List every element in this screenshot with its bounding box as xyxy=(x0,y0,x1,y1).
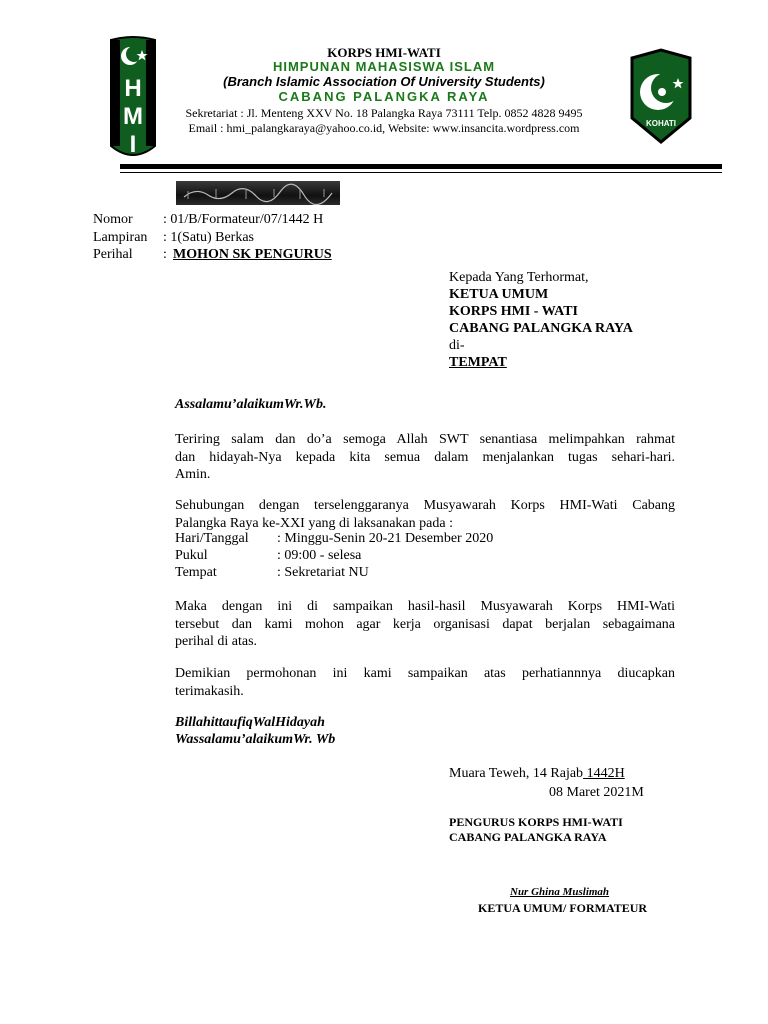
himpunan-name: HIMPUNAN MAHASISWA ISLAM xyxy=(272,59,496,74)
meta-lampiran xyxy=(93,230,254,248)
recipient-title: KETUA UMUM xyxy=(449,287,549,302)
kohati-logo xyxy=(628,48,694,144)
paragraph-3-line-1: Maka dengan ini di sampaikan hasil-hasil Musyawarah Korps HMI-Wati xyxy=(175,599,675,614)
schedule-value: : Sekretariat NU xyxy=(277,565,369,580)
paragraph-2 xyxy=(175,497,675,532)
schedule-row xyxy=(175,548,361,564)
schedule-label: Tempat xyxy=(175,565,217,580)
hmi-letter-i: I xyxy=(129,131,137,158)
kohati-label: KOHATI xyxy=(645,119,677,128)
hmi-letter-h: H xyxy=(124,75,142,102)
closing-line-1: BillahittaufiqWalHidayah xyxy=(175,715,325,730)
basmala-calligraphy xyxy=(176,181,340,205)
recipient-salutation: Kepada Yang Terhormat, xyxy=(449,270,589,285)
date-prefix: Muara Teweh, 14 Rajab xyxy=(449,766,584,781)
lampiran-label: Lampiran xyxy=(93,230,148,245)
recipient-org: KORPS HMI - WATI xyxy=(449,304,578,319)
sekretariat-address: Sekretariat : Jl. Menteng XXV No. 18 Palangka Raya 73111 Telp. 0852 4828 9495 xyxy=(185,106,583,120)
signatory-name: Nur Ghina Muslimah xyxy=(510,886,610,898)
org-name: KORPS HMI-WATI xyxy=(327,45,441,60)
cabang-name: CABANG PALANGKA RAYA xyxy=(278,89,490,104)
paragraph-4-line-2: terimakasih. xyxy=(175,683,244,699)
schedule-row xyxy=(175,531,493,547)
schedule-label: Hari/Tanggal xyxy=(175,531,249,546)
date-masehi: 08 Maret 2021M xyxy=(549,785,644,800)
paragraph-1-line-2: dan hidayah-Nya kepada kita semua dalam menjalankan tugas sehari-hari. xyxy=(175,449,675,465)
schedule-label: Pukul xyxy=(175,548,208,563)
meta-perihal xyxy=(93,247,332,265)
paragraph-2-line-2: Palangka Raya ke-XXI yang di laksanakan pada : xyxy=(175,515,453,531)
nomor-value: : 01/B/Formateur/07/1442 H xyxy=(163,212,324,227)
schedule-value: : 09:00 - selesa xyxy=(277,548,362,563)
meta-nomor xyxy=(93,212,323,230)
closing-line-2: Wassalamu’alaikumWr. Wb xyxy=(175,732,336,747)
nomor-label: Nomor xyxy=(93,212,133,227)
paragraph-1-line-1: Teriring salam dan do’a semoga Allah SWT senantiasa melimpahkan rahmat xyxy=(175,432,675,447)
perihal-label: Perihal xyxy=(93,247,133,262)
hmi-letter-m: M xyxy=(123,103,143,130)
signatory-title: KETUA UMUM/ FORMATEUR xyxy=(478,901,648,915)
paragraph-1-line-3: Amin. xyxy=(175,467,211,482)
paragraph-4 xyxy=(175,665,675,700)
header-rule-thick xyxy=(120,164,722,169)
paragraph-3 xyxy=(175,598,675,651)
lampiran-value: : 1(Satu) Berkas xyxy=(163,230,254,245)
signatory-org-line-1: PENGURUS KORPS HMI-WATI xyxy=(449,815,623,829)
perihal-value: MOHON SK PENGURUS xyxy=(173,247,332,262)
date-hijri: 1442H xyxy=(583,766,625,781)
recipient-branch: CABANG PALANGKA RAYA xyxy=(449,321,633,336)
recipient-tempat: TEMPAT xyxy=(449,355,507,370)
header-rule-thin xyxy=(120,172,722,173)
paragraph-2-line-1: Sehubungan dengan terselenggaranya Musyawarah Korps HMI-Wati Cabang xyxy=(175,498,675,513)
paragraph-1 xyxy=(175,431,675,484)
branch-english: (Branch Islamic Association Of University Students) xyxy=(223,74,545,89)
schedule-row xyxy=(175,565,369,581)
greeting: Assalamu’alaikumWr.Wb. xyxy=(175,397,327,412)
paragraph-3-line-3: perihal di atas. xyxy=(175,634,258,649)
flower-icon xyxy=(658,88,666,96)
paragraph-3-line-2: tersebut dan kami mohon agar kerja organisasi dapat berjalan sebagaimana xyxy=(175,616,675,632)
paragraph-4-line-1: Demikian permohonan ini kami sampaikan atas perhatiannnya diucapkan xyxy=(175,666,675,681)
signatory-org-line-2: CABANG PALANGKA RAYA xyxy=(449,830,607,844)
perihal-sep: : xyxy=(163,247,167,262)
schedule-value: : Minggu-Senin 20-21 Desember 2020 xyxy=(277,531,494,546)
recipient-di: di- xyxy=(449,338,465,353)
letter-date xyxy=(449,766,625,782)
email-website: Email : hmi_palangkaraya@yahoo.co.id, Website: www.insancita.wordpress.com xyxy=(188,121,580,135)
